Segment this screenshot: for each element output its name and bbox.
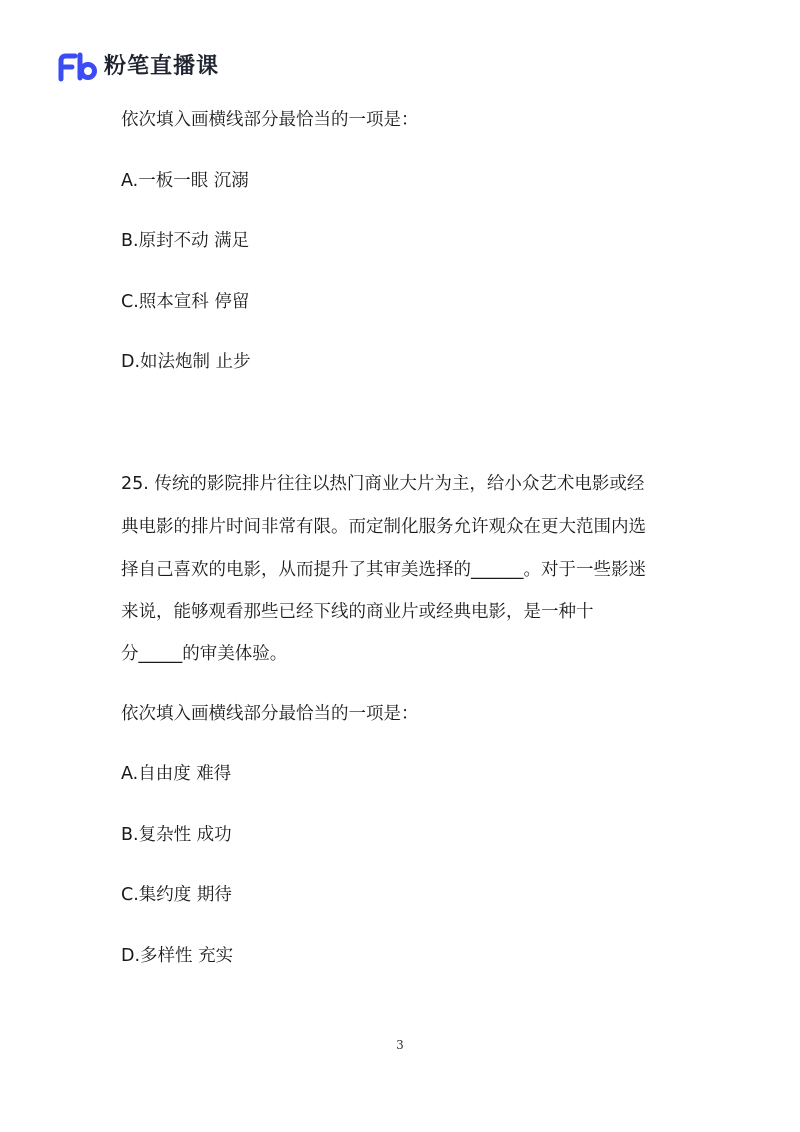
q24-instruction: 依次填入画横线部分最恰当的一项是： bbox=[121, 110, 419, 130]
q25-option-d: D.多样性 充实 bbox=[121, 946, 234, 966]
brand-header bbox=[58, 50, 219, 84]
q25-stem-line-2: 典电影的排片时间非常有限。而定制化服务允许观众在更大范围内选 bbox=[121, 517, 646, 537]
q25-stem-line-3: 择自己喜欢的电影，从而提升了其审美选择的______。对于一些影迷 bbox=[121, 560, 646, 580]
q25-option-a: A.自由度 难得 bbox=[121, 764, 232, 784]
q24-option-b: B.原封不动 满足 bbox=[121, 231, 250, 251]
brand-name: 粉笔直播课 bbox=[104, 54, 220, 79]
q25-stem-line-5: 分_____的审美体验。 bbox=[121, 644, 288, 664]
fb-logo-icon bbox=[58, 52, 98, 82]
page-number: 3 bbox=[396, 1038, 404, 1052]
q25-instruction: 依次填入画横线部分最恰当的一项是： bbox=[121, 704, 419, 724]
q24-option-d: D.如法炮制 止步 bbox=[121, 352, 251, 372]
q24-option-c: C.照本宣科 停留 bbox=[121, 292, 250, 312]
q25-stem-line-1: 25. 传统的影院排片往往以热门商业大片为主，给小众艺术电影或经 bbox=[121, 474, 645, 494]
q25-option-b: B.复杂性 成功 bbox=[121, 825, 232, 845]
q24-option-a: A.一板一眼 沉溺 bbox=[121, 171, 249, 191]
q25-option-c: C.集约度 期待 bbox=[121, 885, 232, 905]
q25-stem-line-4: 来说，能够观看那些已经下线的商业片或经典电影，是一种十 bbox=[121, 602, 594, 622]
